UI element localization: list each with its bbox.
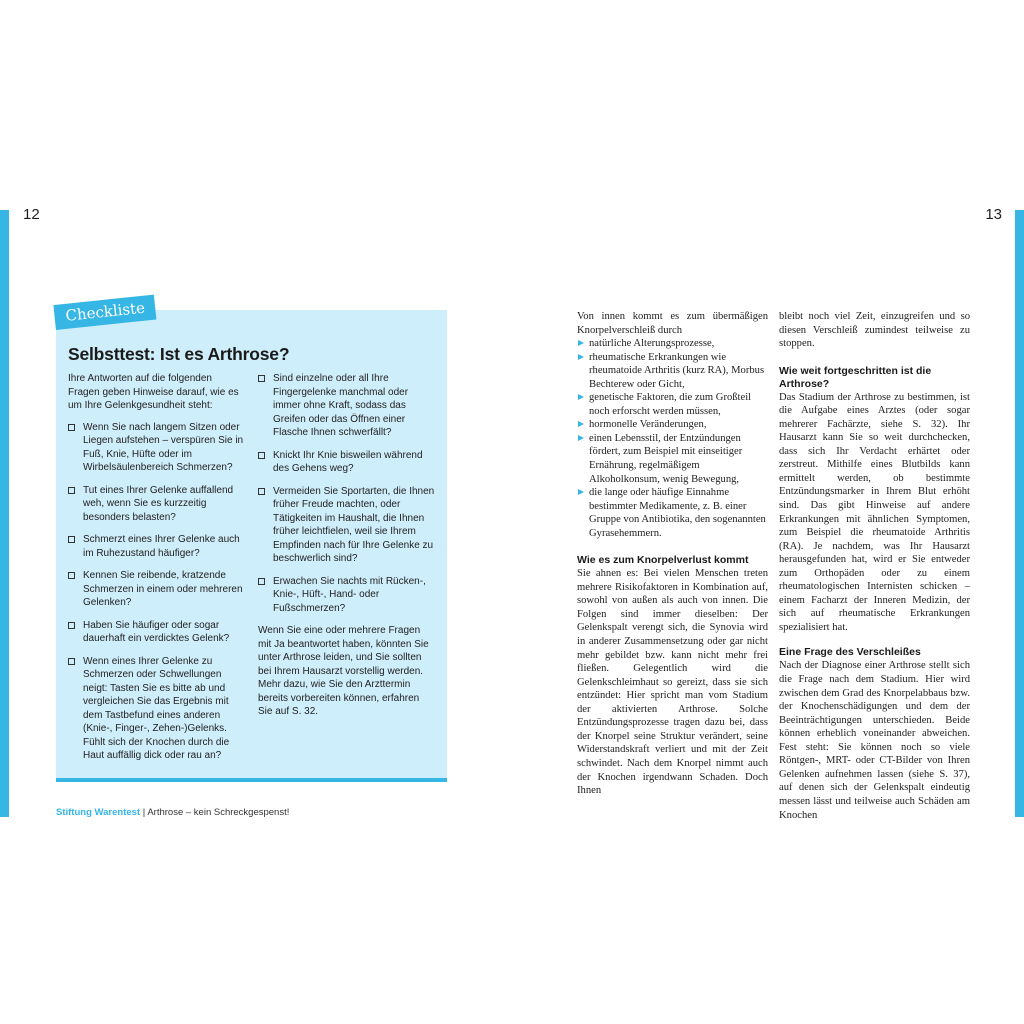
checklist-intro: Ihre Antworten auf die folgenden Fragen geben Hinweise darauf, wie es um Ihre Gelenkgesundheit steht: — [68, 373, 239, 411]
right-edge-bar — [1015, 210, 1024, 817]
checklist-item[interactable]: Vermeiden Sie Sportarten, die Ihnen früher Freude machten, oder Tätigkeiten im Haushalt, die Ihnen früher leichtfielen, weil sie Ihrem Empfinden nach für Ihre Gelenke zu beschwerlich sind? — [258, 485, 436, 566]
left-edge-bar — [0, 210, 9, 817]
col2-continuation: bleibt noch viel Zeit, einzugreifen und so diesen Verschleiß zumindest teilweise zu stoppen. — [779, 311, 970, 350]
checklist-item[interactable]: Wenn eines Ihrer Gelenke zu Schmerzen oder Schwellungen neigt: Tasten Sie es bitte ab und vergleichen Sie das Ergebnis mit dem Tastbefund eines anderen (Knie-, Finger-, Zehen-)Gelenks. Fühlt sich der Knochen durch die Haut auffällig dick oder rau an? — [68, 655, 246, 763]
section-body: Das Stadium der Arthrose zu bestimmen, ist die Aufgabe eines Arztes (oder sogar mehrerer Fachärzte, siehe S. 32). Ihr Hausarzt kann Sie so weit durchchecken, dass sich Ihr Verdacht erhärtet oder zerstreut. Mithilfe eines Blutbilds kann ermittelt werden, ob bestimmte Entzündungsmarker in Ihrem Blut erhöht sind. Das gibt Hinweise auf andere Erkrankungen mit ähnlichen Symptomen, zum Beispiel die rheumatoide Arthritis (RA). Je nachdem, was Ihr Hausarzt herausgefunden hat, wird er Sie entweder zum Orthopäden oder zu einem rheumatologischen Internisten schicken – einem Facharzt der Inneren Medizin, der sich auf rheumatische Erkrankungen spezialisiert hat. — [779, 391, 970, 633]
list-item: natürliche Alterungsprozesse, — [577, 337, 768, 351]
footer-separator: | — [142, 807, 146, 818]
page-number-left: 12 — [23, 206, 40, 223]
checklist-item[interactable]: Kennen Sie reibende, kratzende Schmerzen in einem oder mehreren Gelenken? — [68, 569, 246, 610]
checklist-item[interactable]: Haben Sie häufiger oder sogar dauerhaft ein verdicktes Gelenk? — [68, 619, 246, 646]
checklist-tag: Checkliste — [53, 295, 156, 330]
right-column-2 — [779, 310, 970, 822]
checklist-item[interactable]: Tut eines Ihrer Gelenke auffallend weh, wenn Sie es kurzzeitig besonders belasten? — [68, 484, 246, 525]
section-body: Nach der Diagnose einer Arthrose stellt sich die Frage nach dem Stadium. Hier wird zwischen dem Grad des Knorpelabbaus bzw. der Knochenschädigungen und dem der Beeinträchtigungen unterschieden. Beide können erheblich voneinander abweichen. Fest steht: Sie können noch so viele Röntgen-, MRT- oder CT-Bilder von Ihren Gelenken aufnehmen lassen (siehe S. 37), auf denen sich der Gelenkspalt eindeutig messen lässt und teilweise auch Schäden am Knochen — [779, 660, 970, 821]
page-footer — [56, 807, 289, 818]
col1-intro: Von innen kommt es zum übermäßigen Knorpelverschleiß durch — [577, 311, 768, 336]
footer-title: Arthrose – kein Schreckgespenst! — [147, 807, 290, 818]
footer-brand: Stiftung Warentest — [56, 807, 141, 818]
checkbox-icon[interactable] — [68, 658, 75, 665]
checkbox-icon[interactable] — [68, 424, 75, 431]
list-item: rheumatische Erkrankungen wie rheumatoide Arthritis (kurz RA), Morbus Bechterew oder Gicht, — [577, 351, 768, 392]
risk-factor-list — [577, 337, 768, 540]
right-column-1 — [577, 310, 768, 798]
checklist-item[interactable]: Schmerzt eines Ihrer Gelenke auch im Ruhezustand häufiger? — [68, 533, 246, 560]
section-heading: Wie es zum Knorpelverlust kommt — [577, 554, 749, 567]
section-body: Sie ahnen es: Bei vielen Menschen treten mehrere Risikofaktoren in Kombination auf, sowohl von außen als auch von innen. Die Folgen sind immer dieselben: Der Gelenkspalt verengt sich, die Synovia wird in anderer Zusammensetzung oder gar nicht mehr gebildet bzw. kann nicht mehr frei fließen. Gelegentlich wird die Gelenkschleimhaut so gereizt, dass sie sich entzündet: Hier spricht man vom Stadium der aktivierten Arthrose. Solche Entzündungsprozesse tragen dazu bei, dass der Knorpel seine Struktur verändert, seine Widerstandskraft verliert und mit der Zeit schwindet. Nach dem Knorpel nimmt auch der Knochen irgendwann Schaden. Doch Ihnen — [577, 568, 768, 797]
list-item: genetische Faktoren, die zum Großteil noch erforscht werden müssen, — [577, 391, 768, 418]
checkbox-icon[interactable] — [68, 536, 75, 543]
checklist-item[interactable]: Knickt Ihr Knie bisweilen während des Gehens weg? — [258, 449, 436, 476]
page-number-right: 13 — [985, 206, 1002, 223]
list-item: hormonelle Veränderungen, — [577, 418, 768, 432]
checkbox-icon[interactable] — [68, 572, 75, 579]
checkbox-icon[interactable] — [258, 488, 265, 495]
checklist-item[interactable]: Wenn Sie nach langem Sitzen oder Liegen aufstehen – verspüren Sie in Fuß, Knie, Hüfte oder im Wirbelsäulenbereich Schmerzen? — [68, 421, 246, 475]
checkbox-icon[interactable] — [68, 487, 75, 494]
list-item: einen Lebensstil, der Entzündungen fördert, zum Beispiel mit einseitiger Ernährung, regelmäßigem Alkoholkonsum, wenig Bewegung, — [577, 432, 768, 486]
checklist-closing: Wenn Sie eine oder mehrere Fragen mit Ja beantwortet haben, könnten Sie unter Arthrose leiden, und Sie sollten bei Ihrem Hausarzt vorstellig werden. Mehr dazu, wie Sie den Arzttermin bereits vorbereiten können, erfahren Sie auf S. 32. — [258, 625, 429, 717]
checkbox-icon[interactable] — [258, 452, 265, 459]
checkbox-icon[interactable] — [258, 578, 265, 585]
list-item: die lange oder häufige Einnahme bestimmter Medikamente, z. B. einer Gruppe von Antibiotika, den sogenannten Gyrasehemmern. — [577, 486, 768, 540]
checklist-column-2 — [258, 372, 436, 727]
checkbox-icon[interactable] — [68, 622, 75, 629]
checklist-item[interactable]: Sind einzelne oder all Ihre Fingergelenke manchmal oder immer ohne Kraft, sodass das Greifen oder das Öffnen einer Flasche Ihnen schwerfällt? — [258, 372, 436, 440]
checkbox-icon[interactable] — [258, 375, 265, 382]
checklist-item[interactable]: Erwachen Sie nachts mit Rücken-, Knie-, Hüft-, Hand- oder Fußschmerzen? — [258, 575, 436, 616]
checklist-column-1 — [68, 372, 246, 772]
section-heading: Eine Frage des Verschleißes — [779, 646, 921, 659]
checklist-title: Selbsttest: Ist es Arthrose? — [68, 344, 290, 364]
section-heading: Wie weit fortgeschritten ist die Arthrose? — [779, 364, 932, 390]
